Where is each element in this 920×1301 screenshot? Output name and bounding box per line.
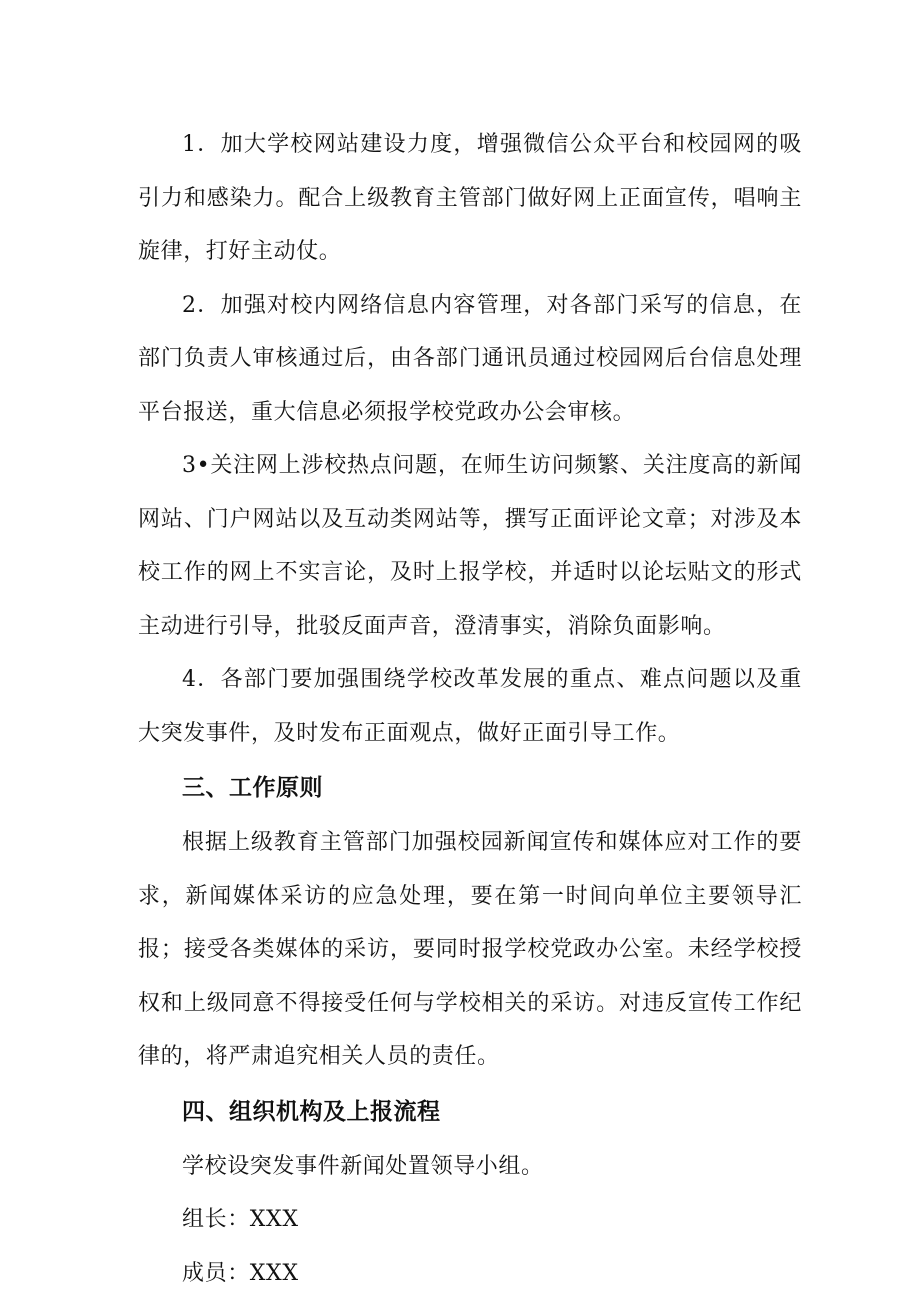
section-body-principles: 根据上级教育主管部门加强校园新闻宣传和媒体应对工作的要求，新闻媒体采访的应急处理，要在第一时间向单位主要领导汇报；接受各类媒体的采访，要同时报学校党政办公室。未经学校授权和上级同意不得接受任何与学校相关的采访。对违反宣传工作纪律的，将严肃追究相关人员的责任。 (138, 830, 802, 1069)
paragraph-item-2: 2．加强对校内网络信息内容管理，对各部门采写的信息，在部门负责人审核通过后，由各部门通讯员通过校园网后台信息处理平台报送，重大信息必须报学校党政办公会审核。 (138, 292, 802, 425)
document-body (138, 118, 802, 1300)
section-heading-principles: 三、工作原则 (182, 775, 323, 801)
paragraph-item-3: 3•关注网上涉校热点问题，在师生访问频繁、关注度高的新闻网站、门户网站以及互动类网站等，撰写正面评论文章；对涉及本校工作的网上不实言论，及时上报学校，并适时以论坛贴文的形式主动进行引导，批驳反面声音，澄清事实，消除负面影响。 (138, 453, 802, 639)
organization-leader: 组长：XXX (182, 1207, 299, 1232)
section-heading-organization: 四、组织机构及上报流程 (182, 1098, 441, 1125)
paragraph-item-1: 1．加大学校网站建设力度，增强微信公众平台和校园网的吸引力和感染力。配合上级教育主管部门做好网上正面宣传，唱响主旋律，打好主动仗。 (138, 132, 802, 264)
organization-members: 成员：XXX (182, 1260, 299, 1286)
organization-intro: 学校设突发事件新闻处置领导小组。 (182, 1153, 544, 1179)
paragraph-item-4: 4．各部门要加强围绕学校改革发展的重点、难点问题以及重大突发事件，及时发布正面观点，做好正面引导工作。 (138, 667, 802, 746)
